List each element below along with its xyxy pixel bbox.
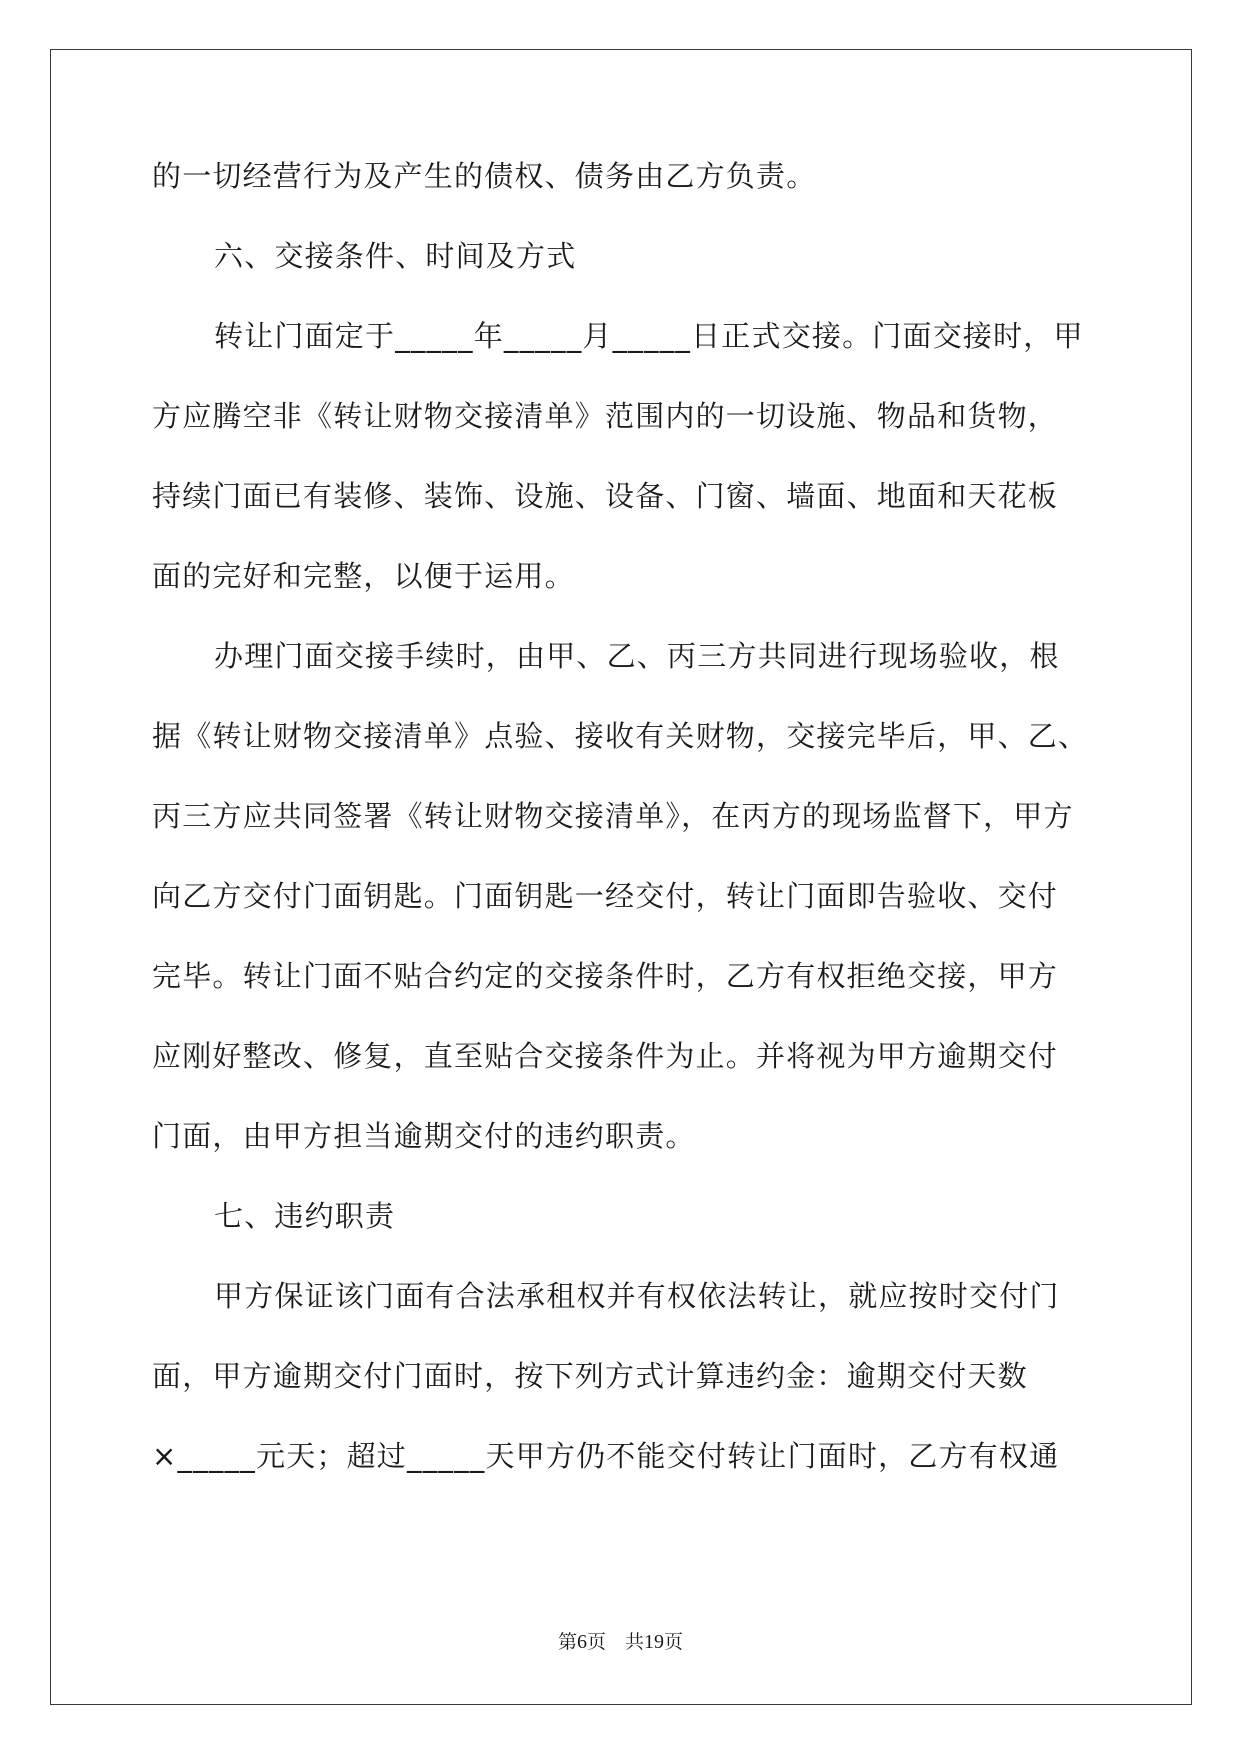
body-line: ×_____元天；超过_____天甲方仍不能交付转让门面时，乙方有权通: [152, 1439, 1060, 1473]
paragraph-start-line: 办理门面交接手续时，由甲、乙、丙三方共同进行现场验收，根: [214, 639, 1060, 673]
section-heading: 六、交接条件、时间及方式: [214, 239, 577, 273]
body-line: 向乙方交付门面钥匙。门面钥匙一经交付，转让门面即告验收、交付: [152, 879, 1059, 913]
document-body: [152, 157, 1096, 1517]
paragraph-start-line: 甲方保证该门面有合法承租权并有权依法转让，就应按时交付门: [214, 1279, 1060, 1313]
page-suffix: 页: [664, 1631, 684, 1653]
body-line: 据《转让财物交接清单》点验、接收有关财物，交接完毕后，甲、乙、: [152, 719, 1089, 753]
section-heading: 七、违约职责: [214, 1199, 396, 1233]
paragraph-start-line: 转让门面定于_____年_____月_____日正式交接。门面交接时，甲: [214, 319, 1084, 353]
page-prefix: 第: [557, 1631, 577, 1653]
total-page-number: 19: [644, 1631, 664, 1653]
body-line: 面，甲方逾期交付门面时，按下列方式计算违约金：逾期交付天数: [152, 1359, 1028, 1393]
body-line: 方应腾空非《转让财物交接清单》范围内的一切设施、物品和货物，: [152, 399, 1059, 433]
body-line: 的一切经营行为及产生的债权、债务由乙方负责。: [152, 159, 817, 193]
body-line: 完毕。转让门面不贴合约定的交接条件时，乙方有权拒绝交接，甲方: [152, 959, 1059, 993]
body-line: 丙三方应共同签署《转让财物交接清单》，在丙方的现场监督下，甲方: [152, 799, 1074, 833]
body-line: 面的完好和完整，以便于运用。: [152, 559, 575, 593]
body-line: 门面，由甲方担当逾期交付的违约职责。: [152, 1119, 696, 1153]
current-page-number: 6: [576, 1631, 587, 1653]
page-mid: 页 共: [586, 1631, 644, 1653]
body-line: 应刚好整改、修复，直至贴合交接条件为止。并将视为甲方逾期交付: [152, 1039, 1059, 1073]
body-line: 持续门面已有装修、装饰、设施、设备、门窗、墙面、地面和天花板: [152, 479, 1059, 513]
page-number-footer: [0, 1629, 1241, 1655]
